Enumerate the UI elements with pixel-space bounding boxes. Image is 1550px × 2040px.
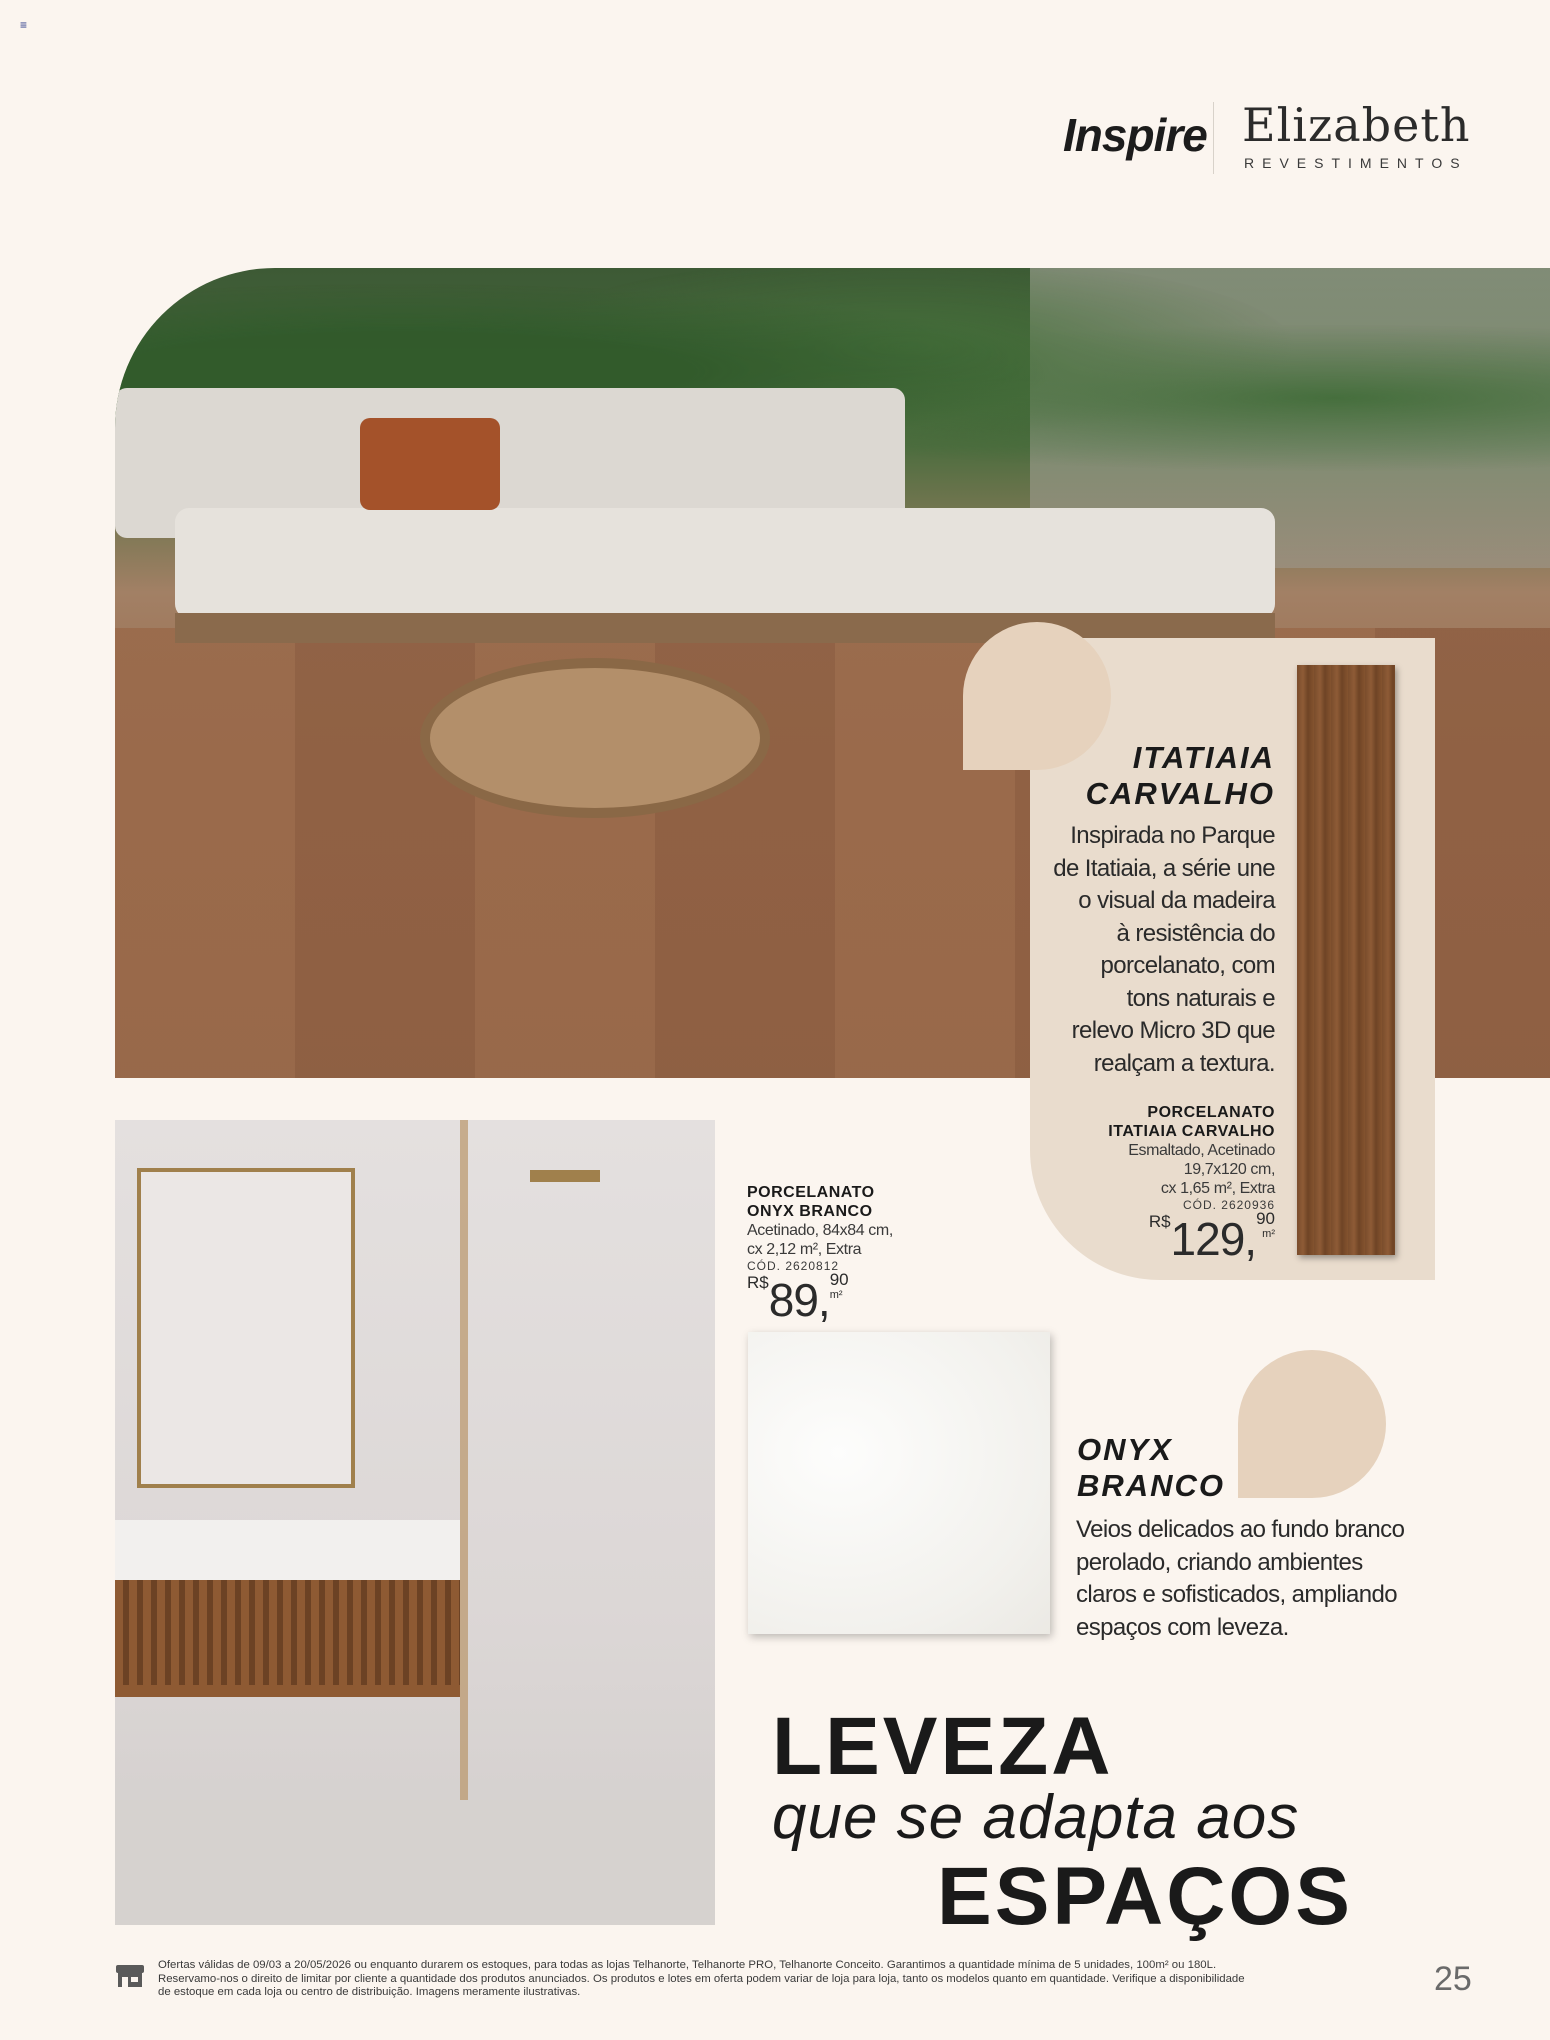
- itatiaia-desc-line: o visual da madeira: [1078, 887, 1275, 914]
- price-integer: 89,: [768, 1274, 830, 1326]
- itatiaia-product-info: [1040, 1103, 1275, 1266]
- price-currency: R$: [1148, 1212, 1171, 1231]
- itatiaia-description: [1000, 820, 1275, 1080]
- itatiaia-title: [1040, 740, 1275, 812]
- onyx-title-line2: BRANCO: [1077, 1468, 1226, 1503]
- itatiaia-desc-line: realçam a textura.: [1093, 1049, 1275, 1077]
- itatiaia-title-line1: ITATIAIA: [1132, 740, 1275, 775]
- onyx-title: [1077, 1432, 1337, 1504]
- itatiaia-wood-plank-sample: [1297, 665, 1395, 1255]
- bath-vanity-top: [115, 1520, 460, 1580]
- brand-subtitle: REVESTIMENTOS: [1244, 155, 1468, 171]
- itatiaia-desc-line: porcelanato, com: [1100, 952, 1275, 979]
- price-currency: R$: [747, 1273, 769, 1292]
- price-decimal: 90: [1256, 1209, 1275, 1228]
- itatiaia-code: CÓD. 2620936: [1182, 1198, 1275, 1212]
- onyx-spec: cx 2,12 m², Extra: [747, 1241, 862, 1258]
- bath-floor: [115, 1800, 715, 1925]
- onyx-desc-line: espaços com leveza.: [1076, 1613, 1289, 1641]
- page-number: 25: [1434, 1960, 1472, 1998]
- onyx-description: [1076, 1514, 1456, 1644]
- hero-pillow: [360, 418, 500, 510]
- onyx-price: [747, 1270, 947, 1327]
- price-unit: m²: [829, 1289, 843, 1301]
- onyx-desc-line: Veios delicados ao fundo branco: [1076, 1516, 1405, 1543]
- legal-disclaimer: Ofertas válidas de 09/03 a 20/05/2026 ou enquanto durarem os estoques, para todas as lojas Telhanorte, Telhanorte PRO, Telhanorte Conceito. Garantimos a quantidade mínima de 5 unidades, 100m² ou 180L. Reservamo-nos o direito de limitar por cliente a quantidade dos produtos anunciados. Os produtos e lotes em oferta podem variar de loja para loja, tanto os modelos quanto em quantidade. Verifique a disponibilidade de estoque em cada loja ou centro de distribuição. Imagens meramente ilustrativas.: [158, 1959, 1245, 1999]
- onyx-code: CÓD. 2620812: [747, 1259, 840, 1273]
- onyx-product-name-line2: ONYX BRANCO: [747, 1203, 873, 1220]
- headline-line1: LEVEZA: [772, 1701, 1114, 1792]
- onyx-desc-line: perolado, criando ambientes: [1076, 1548, 1363, 1576]
- brand-name: Elizabeth: [1242, 98, 1471, 152]
- hero-sofa-seat: [175, 508, 1275, 618]
- store-icon: [115, 1963, 145, 1989]
- bath-vanity: [115, 1580, 460, 1685]
- bath-mirror: [137, 1168, 355, 1488]
- itatiaia-spec: 19,7x120 cm,: [1183, 1161, 1275, 1178]
- itatiaia-desc-line: à resistência do: [1116, 919, 1275, 947]
- itatiaia-product-name-line1: PORCELANATO: [1147, 1104, 1275, 1121]
- brand-divider: [1213, 102, 1214, 174]
- itatiaia-spec: Esmaltado, Acetinado: [1128, 1142, 1275, 1159]
- brand-inspire: Inspire: [1063, 109, 1207, 161]
- itatiaia-desc-line: tons naturais e: [1126, 984, 1275, 1012]
- bath-shelf: [115, 1685, 460, 1697]
- onyx-product-info: [747, 1183, 947, 1327]
- price-decimal: 90: [829, 1270, 849, 1289]
- onyx-tile-sample: [748, 1332, 1050, 1634]
- itatiaia-spec: cx 1,65 m², Extra: [1160, 1180, 1275, 1197]
- itatiaia-product-name-line2: ITATIAIA CARVALHO: [1108, 1123, 1275, 1140]
- onyx-product-name-line1: PORCELANATO: [747, 1184, 875, 1201]
- itatiaia-desc-line: relevo Micro 3D que: [1071, 1017, 1275, 1044]
- onyx-desc-line: claros e sofisticados, ampliando: [1076, 1581, 1397, 1608]
- headline-line3: ESPAÇOS: [937, 1851, 1353, 1942]
- corner-mark-icon: ≡: [20, 18, 28, 32]
- price-integer: 129,: [1170, 1213, 1257, 1265]
- itatiaia-price: [1040, 1209, 1275, 1266]
- bathroom-photo: [115, 1120, 715, 1925]
- hero-coffee-table: [420, 658, 770, 818]
- headline-line2: que se adapta aos: [772, 1783, 1300, 1852]
- itatiaia-title-line2: CARVALHO: [1085, 776, 1275, 811]
- bath-shower-head: [530, 1170, 600, 1182]
- onyx-title-line1: ONYX: [1077, 1432, 1173, 1467]
- itatiaia-desc-line: de Itatiaia, a série une: [1053, 854, 1275, 882]
- price-unit: m²: [1262, 1228, 1275, 1240]
- onyx-spec: Acetinado, 84x84 cm,: [747, 1222, 893, 1239]
- itatiaia-desc-line: Inspirada no Parque: [1070, 822, 1275, 849]
